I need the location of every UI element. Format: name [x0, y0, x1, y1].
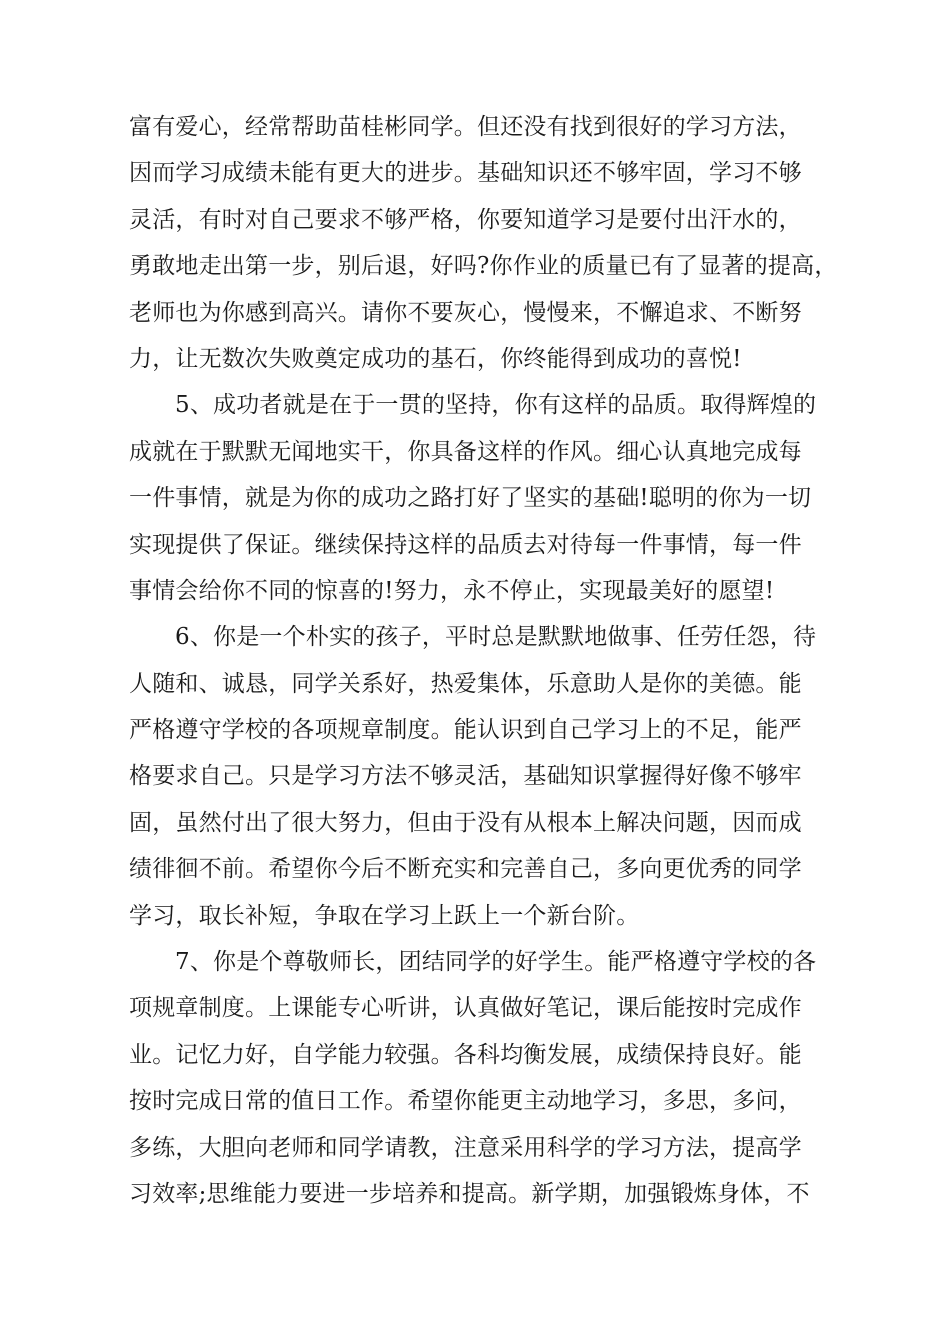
text-line: 人随和、诚恳，同学关系好，热爱集体，乐意助人是你的美德。能	[129, 670, 802, 697]
text-line: 固，虽然付出了很大努力，但由于没有从根本上解决问题，因而成	[129, 809, 802, 836]
text-line: 格要求自己。只是学习方法不够灵活，基础知识掌握得好像不够牢	[129, 763, 802, 790]
text-line: 项规章制度。上课能专心听讲，认真做好笔记，课后能按时完成作	[129, 995, 802, 1022]
text-line: 严格遵守学校的各项规章制度。能认识到自己学习上的不足，能严	[129, 717, 802, 744]
paragraph-7-start: 7、你是个尊敬师长，团结同学的好学生。能严格遵守学校的各	[175, 949, 817, 976]
paragraph-6-start: 6、你是一个朴实的孩子，平时总是默默地做事、任劳任怨，待	[175, 624, 817, 651]
text-line: 业。记忆力好，自学能力较强。各科均衡发展，成绩保持良好。能	[129, 1041, 802, 1068]
text-line: 实现提供了保证。继续保持这样的品质去对待每一件事情，每一件	[129, 531, 802, 558]
text-line: 学习，取长补短，争取在学习上跃上一个新台阶。	[129, 902, 640, 929]
body-text	[129, 104, 849, 1217]
text-line: 多练，大胆向老师和同学请教，注意采用科学的学习方法，提高学	[129, 1134, 802, 1161]
text-line: 老师也为你感到高兴。请你不要灰心，慢慢来，不懈追求、不断努	[129, 299, 802, 326]
text-line: 力，让无数次失败奠定成功的基石，你终能得到成功的喜悦!	[129, 345, 742, 372]
text-line: 成就在于默默无闻地实干，你具备这样的作风。细心认真地完成每	[129, 438, 802, 465]
text-line: 绩徘徊不前。希望你今后不断充实和完善自己，多向更优秀的同学	[129, 856, 802, 883]
paragraph-5-start: 5、成功者就是在于一贯的坚持，你有这样的品质。取得辉煌的	[175, 392, 817, 419]
text-line: 一件事情，就是为你的成功之路打好了坚实的基础!聪明的你为一切	[129, 485, 812, 512]
text-line: 因而学习成绩未能有更大的进步。基础知识还不够牢固，学习不够	[129, 160, 802, 187]
text-line: 富有爱心，经常帮助苗桂彬同学。但还没有找到很好的学习方法，	[129, 114, 802, 140]
text-line: 按时完成日常的值日工作。希望你能更主动地学习，多思，多问，	[129, 1088, 802, 1115]
text-line: 勇敢地走出第一步，别后退，好吗?你作业的质量已有了显著的提高，	[129, 253, 838, 280]
text-line: 事情会给你不同的惊喜的!努力，永不停止，实现最美好的愿望!	[129, 577, 775, 604]
text-line: 灵活，有时对自己要求不够严格，你要知道学习是要付出汗水的，	[129, 206, 802, 233]
text-line: 习效率;思维能力要进一步培养和提高。新学期，加强锻炼身体，不	[129, 1180, 810, 1207]
